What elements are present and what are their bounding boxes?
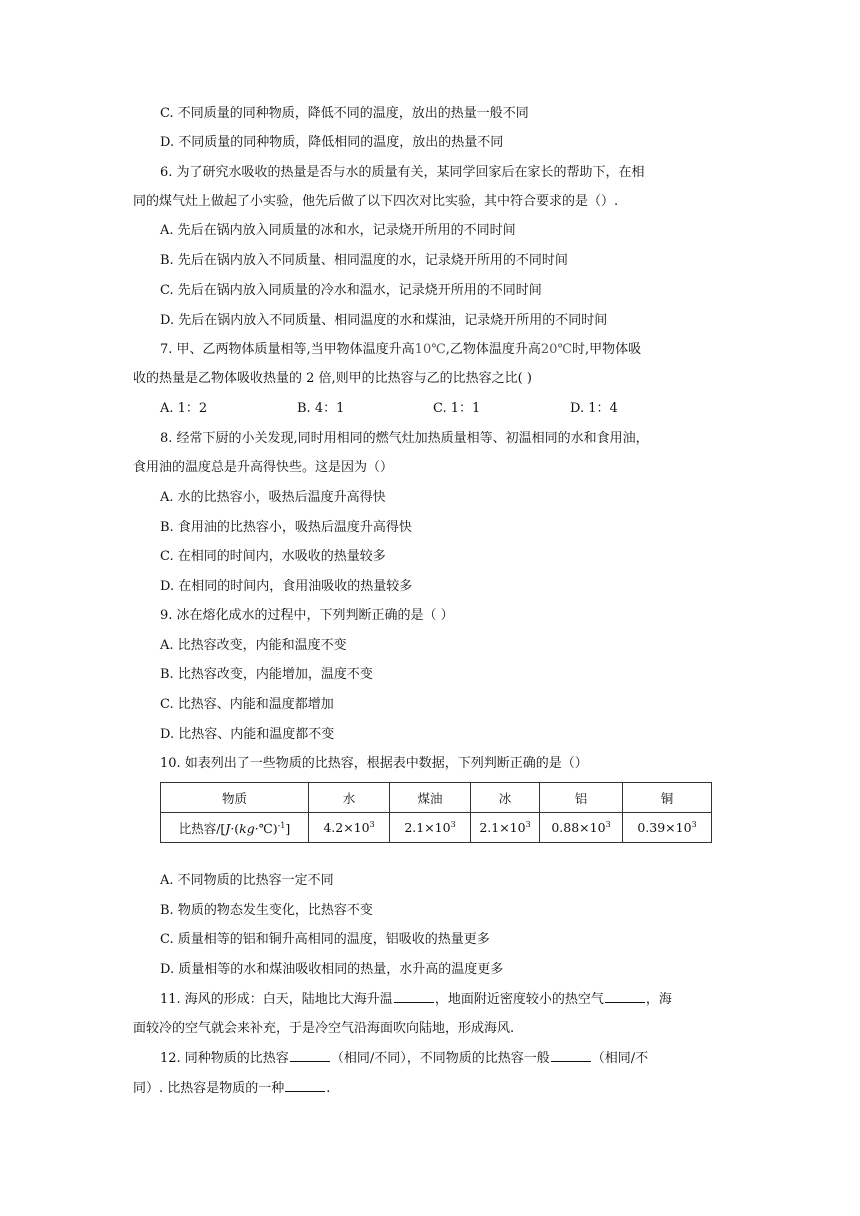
- q11-stem-line1: [160, 990, 672, 1009]
- q5-option-c: C. 不同质量的同种物质，降低不同的温度，放出的热量一般不同: [160, 106, 529, 121]
- q11-stem-line2: 面较冷的空气就会来补充，于是冷空气沿海面吹向陆地，形成海风.: [133, 1021, 515, 1036]
- q7-option-c: C. 1：1: [433, 401, 481, 416]
- table-substance-ice: 冰: [471, 783, 540, 813]
- value-mantissa: 4.2×10: [323, 820, 370, 835]
- q10-option-b: B. 物质的物态发生变化，比热容不变: [160, 903, 373, 918]
- q12-answer-blank-3[interactable]: [285, 1079, 325, 1092]
- q10-option-c: C. 质量相等的铝和铜升高相同的温度，铝吸收的热量更多: [160, 932, 490, 947]
- value-mantissa: 0.88×10: [551, 820, 606, 835]
- q11-part3: ，海: [645, 992, 672, 1007]
- table-header-label: 物质: [161, 783, 309, 813]
- q9-option-c: C. 比热容、内能和温度都增加: [160, 697, 334, 712]
- q6-option-a: A. 先后在锅内放入同质量的冰和水，记录烧开所用的不同时间: [160, 223, 516, 238]
- table-value-copper: [623, 813, 712, 843]
- q10-stem: 10. 如表列出了一些物质的比热容，根据表中数据，下列判断正确的是（）: [160, 756, 588, 771]
- row-label-end: ]: [285, 820, 291, 836]
- row-label-post: ·℃): [254, 820, 278, 836]
- q7-temperature-1: 10℃: [414, 342, 446, 357]
- q8-stem-line1: 8. 经常下厨的小关发现,同时用相同的燃气灶加热质量相等、初温相同的水和食用油，: [160, 431, 649, 446]
- q8-option-a: A. 水的比热容小，吸热后温度升高得快: [160, 490, 386, 505]
- table-value-kerosene: [390, 813, 471, 843]
- q7-stem-part2: ,乙物体温度升高: [445, 342, 541, 357]
- q7-stem-line2: 收的热量是乙物体吸收热量的 2 倍,则甲的比热容与乙的比热容之比( ): [133, 371, 532, 386]
- q6-stem-line1: 6. 为了研究水吸收的热量是否与水的质量有关，某同学回家后在家长的帮助下，在相: [160, 165, 645, 180]
- q7-option-b: B. 4：1: [297, 401, 345, 416]
- q12-stem-line1: [160, 1049, 648, 1068]
- q8-option-b: B. 食用油的比热容小，吸热后温度升高得快: [160, 520, 412, 535]
- value-exponent: 3: [691, 819, 697, 829]
- q11-part1: 11. 海风的形成：白天，陆地比大海升温: [160, 992, 393, 1007]
- table-substance-kerosene: 煤油: [390, 783, 471, 813]
- value-exponent: 3: [450, 819, 456, 829]
- q7-option-a: A. 1：2: [160, 401, 208, 416]
- row-label-exponent: -1: [277, 820, 286, 830]
- q12-part5: .: [326, 1081, 331, 1096]
- table-row-label: [161, 813, 309, 843]
- q11-part2: ，地面附近密度较小的热空气: [434, 992, 604, 1007]
- q5-option-d: D. 不同质量的同种物质，降低相同的温度，放出的热量不同: [160, 135, 504, 150]
- q12-part1: 12. 同种物质的比热容: [160, 1051, 289, 1066]
- table-header-row: [161, 783, 712, 813]
- q8-stem-line2: 食用油的温度总是升高得快些。这是因为（）: [133, 460, 394, 475]
- table-value-aluminum: [540, 813, 623, 843]
- table-value-row: [161, 813, 712, 843]
- value-exponent: 3: [605, 819, 611, 829]
- table-substance-water: 水: [309, 783, 390, 813]
- q7-temperature-2: 20℃: [540, 342, 572, 357]
- value-exponent: 3: [369, 819, 375, 829]
- row-label-mid: ·(: [230, 820, 240, 836]
- q9-stem: 9. 冰在熔化成水的过程中，下列判断正确的是（ ）: [160, 608, 454, 623]
- table-substance-aluminum: 铝: [540, 783, 623, 813]
- value-mantissa: 2.1×10: [404, 820, 451, 835]
- table-value-ice: [471, 813, 540, 843]
- q7-option-d: D. 1：4: [570, 401, 618, 416]
- q6-stem-line2: 同的煤气灶上做起了小实验，他先后做了以下四次对比实验，其中符合要求的是（）.: [133, 194, 619, 209]
- value-exponent: 3: [525, 819, 531, 829]
- q6-option-d: D. 先后在锅内放入不同质量、相同温度的水和煤油，记录烧开所用的不同时间: [160, 313, 608, 328]
- q10-option-a: A. 不同物质的比热容一定不同: [160, 873, 334, 888]
- q9-option-a: A. 比热容改变，内能和温度不变: [160, 638, 347, 653]
- value-mantissa: 2.1×10: [479, 820, 526, 835]
- q11-answer-blank-1[interactable]: [394, 990, 434, 1003]
- q9-option-d: D. 比热容、内能和温度都不变: [160, 727, 335, 742]
- table-substance-copper: 铜: [623, 783, 712, 813]
- q6-option-b: B. 先后在锅内放入不同质量、相同温度的水，记录烧开所用的不同时间: [160, 253, 568, 268]
- q12-answer-blank-2[interactable]: [551, 1049, 591, 1062]
- q7-stem-line1: [160, 341, 641, 359]
- q12-part4: 同）. 比热容是物质的一种: [133, 1081, 285, 1096]
- specific-heat-table: [160, 782, 712, 843]
- q9-option-b: B. 比热容改变，内能增加，温度不变: [160, 667, 373, 682]
- q11-answer-blank-2[interactable]: [605, 990, 645, 1003]
- q12-stem-line2: [133, 1079, 330, 1098]
- q12-answer-blank-1[interactable]: [290, 1049, 330, 1062]
- q6-option-c: C. 先后在锅内放入同质量的冷水和温水，记录烧开所用的不同时间: [160, 283, 542, 298]
- q10-option-d: D. 质量相等的水和煤油吸收相同的热量，水升高的温度更多: [160, 962, 504, 977]
- q7-stem-part1: 7. 甲、乙两物体质量相等,当甲物体温度升高: [160, 342, 415, 357]
- q12-part3: （相同/不: [591, 1051, 649, 1066]
- q12-part2: （相同/不同），不同物质的比热容一般: [330, 1051, 550, 1066]
- row-label-prefix: 比热容/[: [178, 820, 226, 836]
- row-label-unit-j: J: [225, 820, 231, 836]
- q8-option-c: C. 在相同的时间内，水吸收的热量较多: [160, 549, 386, 564]
- q7-stem-part3: 时,甲物体吸: [572, 342, 642, 357]
- q8-option-d: D. 在相同的时间内，食用油吸收的热量较多: [160, 579, 413, 594]
- value-mantissa: 0.39×10: [637, 820, 692, 835]
- row-label-unit-kg: kg: [239, 820, 255, 836]
- table-value-water: [309, 813, 390, 843]
